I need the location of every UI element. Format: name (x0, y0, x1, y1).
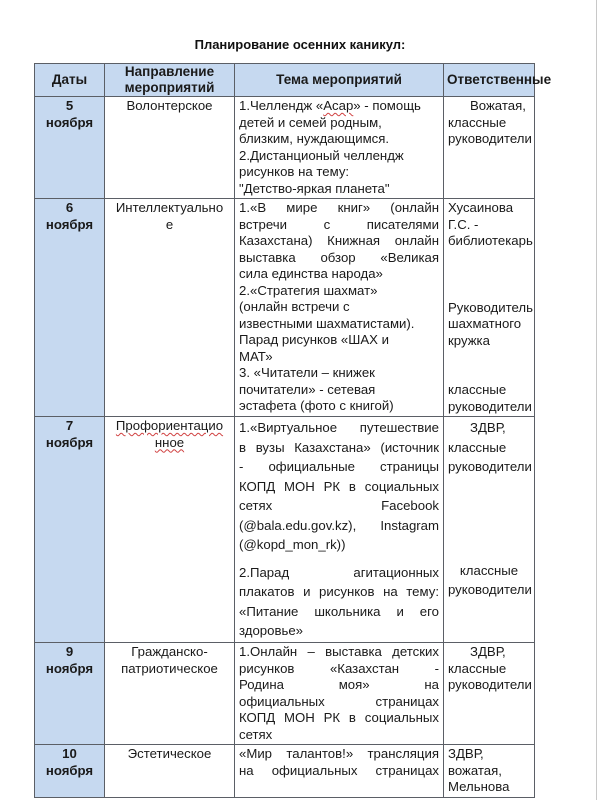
topic-line: (@kopd_mon_rk)) (239, 537, 346, 552)
topic-line: 1.«В мире книг» (онлайн (239, 200, 439, 215)
responsible-line: руководители (448, 131, 532, 146)
direction-cell (105, 199, 235, 417)
direction-cell (105, 643, 235, 745)
date-cell (35, 745, 105, 798)
topic-line: здоровье» (239, 623, 303, 638)
topic-line: 3. «Читатели – книжек (239, 365, 375, 380)
direction-line: нное (154, 434, 185, 450)
topic-line: рисунков на тему: (239, 164, 350, 179)
direction-line: Интеллектуально (115, 200, 224, 215)
direction-line: Профориентацио (115, 418, 224, 433)
responsible-line: ЗДВР, вожатая, (448, 746, 502, 778)
direction-cell (105, 417, 235, 643)
topic-line: (онлайн встречи с (239, 299, 350, 314)
date-cell (35, 199, 105, 417)
topic-line: 2.Парад агитационных (239, 564, 439, 580)
topic-line: на официальных страницах (239, 762, 439, 778)
responsible-line: руководители (448, 398, 532, 414)
table-header-row (35, 64, 535, 97)
topic-line: МАТ» (239, 348, 273, 364)
topic-line: Казахстана) Книжная онлайн (239, 233, 439, 248)
topic-line: официальных страницах (239, 693, 439, 709)
date-month: ноября (45, 216, 94, 232)
date-day: 9 (65, 644, 74, 659)
responsible-line: руководители (448, 582, 532, 597)
topic-text: 1.Челлендж « (239, 98, 324, 113)
topic-line: «Питание школьника и его (239, 603, 439, 619)
date-month: ноября (45, 762, 94, 778)
topic-line: известными шахматистами). (239, 315, 415, 331)
responsible-line: Руководитель (448, 299, 533, 315)
document-title: Планирование осенних каникул: (194, 37, 406, 52)
responsible-line: Мельнова (448, 779, 510, 794)
topic-line: 2.Дистанционый челлендж (239, 147, 404, 163)
date-cell (35, 97, 105, 199)
spacer (448, 477, 530, 561)
table-row (35, 643, 535, 745)
responsible-line: классные (448, 382, 507, 397)
topic-cell (235, 417, 444, 643)
date-month: ноября (45, 434, 94, 450)
direction-cell: Волонтерское (105, 97, 235, 199)
plan-table (34, 63, 552, 798)
date-cell (35, 417, 105, 643)
topic-line: сетях Facebook (239, 498, 439, 513)
topic-line: 1.Онлайн – выставка детских (239, 644, 439, 659)
direction-line: е (165, 216, 174, 232)
header-dates: Даты (35, 64, 105, 97)
spacer (448, 349, 530, 382)
date-day: 10 (62, 746, 77, 761)
topic-text: » - помощь (353, 98, 421, 113)
responsible-line: руководители (448, 459, 532, 474)
responsible-line: руководители (448, 677, 532, 692)
date-day: 7 (65, 418, 74, 433)
table-row (35, 417, 535, 643)
topic-line: КОПД МОН РК в социальных (239, 710, 439, 725)
responsible-line: ЗДВР, (470, 420, 506, 435)
topic-line: КОПД МОН РК в социальных (239, 478, 439, 494)
responsible-line: ЗДВР, (470, 644, 506, 659)
responsible-cell (444, 97, 535, 199)
topic-line: встречи с писателями (239, 216, 439, 232)
table-row (35, 199, 535, 417)
topic-line: близким, нуждающимся. (239, 131, 390, 146)
topic-cell (235, 745, 444, 798)
topic-line: сетях (239, 726, 273, 742)
date-day: 5 (65, 98, 74, 113)
date-month: ноября (45, 114, 94, 130)
responsible-cell (444, 643, 535, 745)
topic-cell (235, 97, 444, 199)
responsible-line: Вожатая, (470, 98, 526, 113)
header-topic: Тема мероприятий (235, 64, 444, 97)
direction-line: Гражданско- (131, 644, 208, 659)
topic-line: (@bala.edu.gov.kz), Instagram (239, 517, 439, 533)
responsible-line: классные (448, 114, 507, 130)
header-direction: Направление мероприятий (105, 64, 235, 97)
spacer (239, 555, 439, 563)
topic-line: выставка обзор «Великая (239, 249, 439, 265)
spellcheck-word: Асар (323, 98, 354, 113)
topic-line: - официальные страницы (239, 459, 439, 474)
topic-line: 1.«Виртуальное путешествие (239, 420, 439, 435)
responsible-line: классные (448, 660, 507, 676)
spacer (448, 250, 530, 300)
topic-line: детей и семей родным, (239, 114, 382, 130)
topic-line: эстафета (фото с книгой) (239, 398, 394, 413)
responsible-line: библиотекарь (448, 233, 533, 248)
topic-line: плакатов и рисунков на тему: (239, 584, 439, 599)
topic-line: почитатели» - сетевая (239, 381, 376, 397)
responsible-line: шахматного (448, 316, 522, 331)
topic-cell (235, 643, 444, 745)
responsible-cell (444, 745, 535, 798)
date-day: 6 (65, 200, 74, 215)
topic-line: рисунков «Казахстан - (239, 660, 439, 676)
responsible-line: классные (448, 439, 507, 455)
topic-line: в вузы Казахстана» (источник (239, 439, 439, 455)
date-month: ноября (45, 660, 94, 676)
header-responsible: Ответственные (444, 64, 535, 97)
topic-line: «Мир талантов!» трансляция (239, 746, 439, 761)
topic-line: "Детство-яркая планета" (239, 180, 390, 196)
table-row (35, 745, 535, 798)
responsible-cell (444, 417, 535, 643)
direction-cell: Эстетическое (105, 745, 235, 798)
responsible-line: Хусаинова Г.С. - (448, 200, 514, 232)
responsible-line: кружка (448, 332, 490, 348)
direction-line: патриотическое (121, 660, 218, 676)
date-cell (35, 643, 105, 745)
topic-cell (235, 199, 444, 417)
page-edge (596, 0, 597, 800)
responsible-cell (444, 199, 535, 417)
topic-line: Родина моя» на (239, 677, 439, 692)
table-row (35, 97, 535, 199)
topic-line: сила единства народа» (239, 266, 383, 281)
topic-line: Парад рисунков «ШАХ и (239, 332, 389, 347)
topic-line: 2.«Стратегия шахмат» (239, 282, 378, 298)
responsible-line: классные (459, 562, 519, 578)
